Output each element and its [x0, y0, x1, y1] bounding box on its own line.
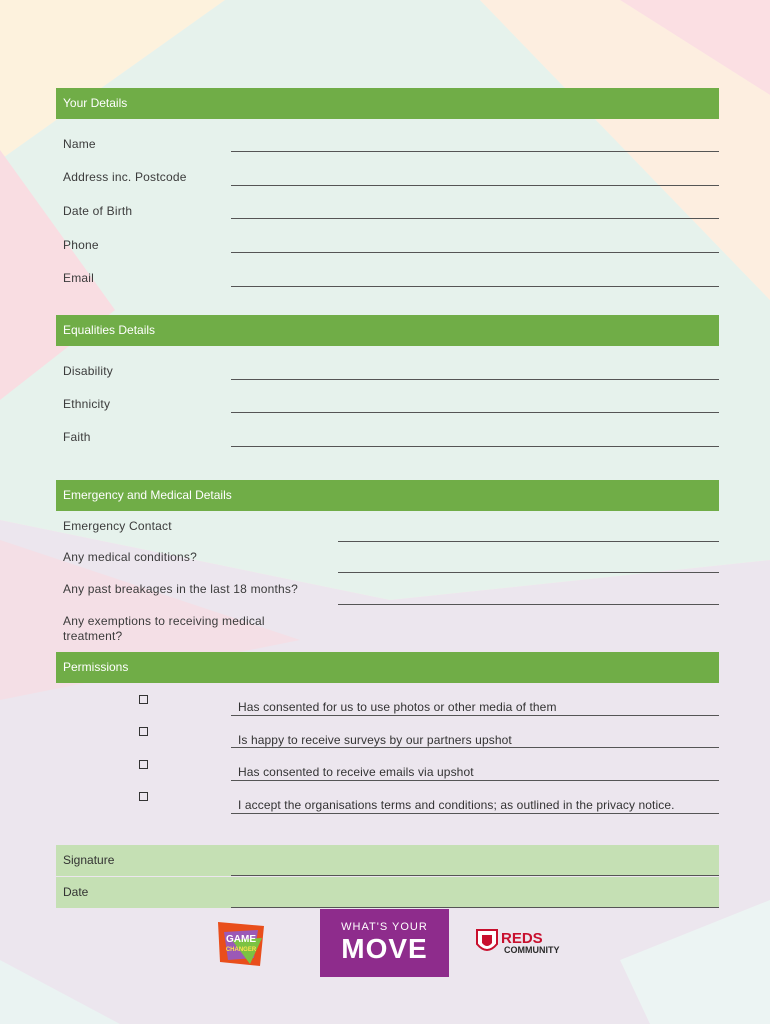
email-consent-text: Has consented to receive emails via upshot	[238, 765, 474, 779]
photo-consent-line	[231, 715, 719, 716]
signature-band	[56, 845, 719, 876]
survey-consent-line	[231, 747, 719, 748]
reds-text: REDS	[501, 930, 543, 947]
terms-consent-checkbox[interactable]	[139, 792, 148, 801]
survey-consent-text: Is happy to receive surveys by our partners upshot	[238, 733, 512, 747]
phone-input-line[interactable]	[231, 252, 719, 253]
date-label: Date	[63, 885, 89, 899]
whats-your-text: WHAT'S YOUR	[341, 921, 428, 933]
photo-consent-checkbox[interactable]	[139, 695, 148, 704]
email-input-line[interactable]	[231, 286, 719, 287]
community-text: COMMUNITY	[504, 945, 560, 955]
past-breakages-label: Any past breakages in the last 18 months?	[63, 582, 299, 596]
dob-input-line[interactable]	[231, 218, 719, 219]
ethnicity-input-line[interactable]	[231, 412, 719, 413]
game-changer-line2: CHANGER	[225, 947, 257, 953]
game-changer-logo	[214, 918, 268, 970]
dob-label: Date of Birth	[63, 204, 133, 218]
past-breakages-input-line[interactable]	[338, 604, 719, 605]
emergency-contact-input-line[interactable]	[338, 541, 719, 542]
terms-consent-text: I accept the organisations terms and conditions; as outlined in the privacy notice.	[238, 798, 675, 812]
medical-exemptions-label-cont: treatment?	[63, 629, 123, 643]
medical-conditions-input-line[interactable]	[338, 572, 719, 573]
whats-your-move-logo	[320, 909, 449, 977]
survey-consent-checkbox[interactable]	[139, 727, 148, 736]
address-label: Address inc. Postcode	[63, 170, 187, 184]
signature-label: Signature	[63, 853, 115, 867]
emergency-contact-label: Emergency Contact	[63, 519, 172, 533]
name-input-line[interactable]	[231, 151, 719, 152]
photo-consent-text: Has consented for us to use photos or other media of them	[238, 700, 557, 714]
game-changer-line1: GAME	[226, 934, 256, 945]
date-band	[56, 877, 719, 908]
permissions-header: Permissions	[56, 652, 719, 683]
address-input-line[interactable]	[231, 185, 719, 186]
phone-label: Phone	[63, 238, 99, 252]
disability-label: Disability	[63, 364, 114, 378]
email-label: Email	[63, 271, 95, 285]
medical-conditions-label: Any medical conditions?	[63, 550, 198, 564]
signature-input-line[interactable]	[231, 875, 719, 876]
email-consent-line	[231, 780, 719, 781]
your-details-header: Your Details	[56, 88, 719, 119]
medical-exemptions-label: Any exemptions to receiving medical	[63, 614, 265, 628]
email-consent-checkbox[interactable]	[139, 760, 148, 769]
disability-input-line[interactable]	[231, 379, 719, 380]
faith-input-line[interactable]	[231, 446, 719, 447]
terms-consent-line	[231, 813, 719, 814]
faith-label: Faith	[63, 430, 91, 444]
move-text: MOVE	[341, 933, 428, 964]
reds-community-logo	[474, 926, 574, 958]
equalities-header: Equalities Details	[56, 315, 719, 346]
ethnicity-label: Ethnicity	[63, 397, 111, 411]
date-input-line[interactable]	[231, 907, 719, 908]
emergency-header: Emergency and Medical Details	[56, 480, 719, 511]
name-label: Name	[63, 137, 96, 151]
